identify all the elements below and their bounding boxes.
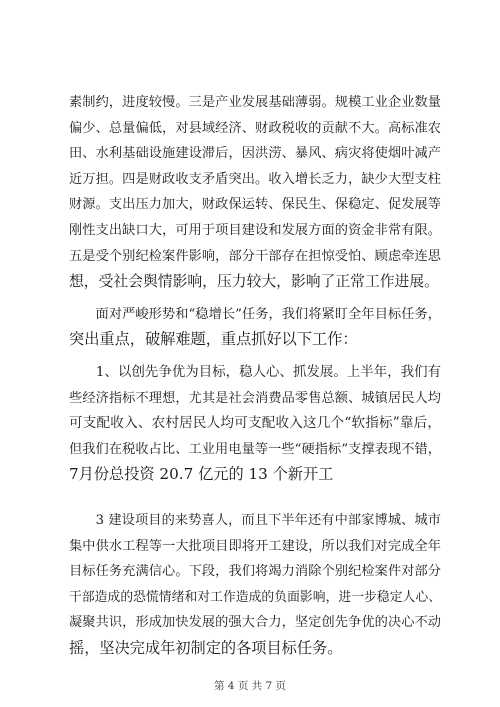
text-line: 近万担。四是财政收支矛盾突出。收入增长乏力，缺少大型支柱 xyxy=(69,171,441,187)
text-line: 田、水利基础设施建设滞后，因洪涝、暴风、病灾将使烟叶减产 xyxy=(69,146,441,162)
text-line: 可支配收入、农村居民人均可支配收入这几个“软指标”靠后， xyxy=(69,415,441,432)
text-line: 五是受个别纪检案件影响，部分干部存在担惊受怕、顾虑牵连思 xyxy=(69,248,441,264)
text-line: 想，受社会舆情影响，压力较大，影响了正常工作进展。 xyxy=(69,273,439,291)
text-line: 干部造成的恐慌情绪和对工作造成的负面影响，进一步稳定人心、 xyxy=(69,589,441,605)
text-line: 但我们在税收占比、工业用电量等一些“硬指标”支撑表现不错， xyxy=(69,441,441,457)
text-line: 些经济指标不理想，尤其是社会消费品零售总额、城镇居民人均 xyxy=(69,390,441,406)
text-line: 集中供水工程等一大批项目即将开工建设，所以我们对完成全年 xyxy=(69,538,441,554)
paragraph-tasks-intro xyxy=(69,302,441,353)
text-line: 素制约，进度较慢。三是产业发展基础薄弱。规模工业企业数量 xyxy=(69,95,441,110)
paragraph-challenges xyxy=(69,90,441,295)
paragraph-gap xyxy=(69,353,441,360)
paragraph-projects xyxy=(69,508,441,662)
text-line: 3 建设项目的来势喜人，而且下半年还有中部家博城、城市 xyxy=(69,512,441,528)
text-line: 偏少、总量偏低，对县域经济、财政税收的贡献不大。高标准农 xyxy=(69,120,441,136)
text-line: 凝聚共识，形成加快发展的强大合力，坚定创先争优的决心不动 xyxy=(69,615,441,631)
text-line: 摇，坚决完成年初制定的各项目标任务。 xyxy=(69,638,343,657)
paragraph-point-1 xyxy=(69,360,441,488)
paragraph-gap xyxy=(69,488,441,508)
text-line: 突出重点，破解难题，重点抓好以下工作： xyxy=(69,330,358,349)
text-line: 面对严峻形势和“稳增长”任务，我们将紧盯全年目标任务， xyxy=(69,306,441,322)
text-line: 财源。支出压力加大，财政保运转、保民生、保稳定、促发展等 xyxy=(69,197,441,213)
text-line: 目标任务充满信心。下段，我们将竭力消除个别纪检案件对部分 xyxy=(69,564,441,580)
text-line: 1、以创先争优为目标，稳人心、抓发展。上半年，我们有 xyxy=(69,364,441,380)
page-number-footer: 第 4 页 共 7 页 xyxy=(213,680,287,692)
text-line: 刚性支出缺口大，可用于项目建设和发展方面的资金非常有限。 xyxy=(69,222,441,238)
document-body xyxy=(69,90,441,661)
paragraph-gap xyxy=(69,295,441,302)
text-line: 7月份总投资 20.7 亿元的 13 个新开工 xyxy=(69,465,334,484)
